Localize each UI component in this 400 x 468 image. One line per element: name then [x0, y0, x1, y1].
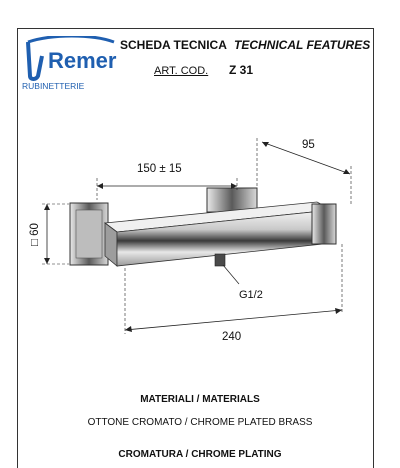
title-italian: SCHEDA TECNICA [120, 38, 227, 52]
remer-logo [22, 36, 118, 92]
art-cod-label: ART. COD. [154, 65, 209, 77]
art-cod-value: Z 31 [229, 63, 254, 77]
dim-top-spacing: 150 ± 15 [137, 163, 182, 175]
materials-title: MATERIALI / MATERIALS [140, 394, 260, 405]
g12-connection [215, 254, 225, 266]
dim-length: 240 [222, 331, 242, 343]
logo-sub: RUBINETTERIE [22, 81, 85, 91]
shower-outlet [312, 204, 336, 244]
title-english: TECHNICAL FEATURES [234, 38, 371, 52]
materials-value: OTTONE CROMATO / CHROME PLATED BRASS [87, 417, 313, 428]
dim-connection: G1/2 [239, 289, 263, 301]
dim-square: □ 60 [29, 223, 41, 246]
logo-word: Remer [48, 48, 117, 73]
dim-depth: 95 [302, 139, 315, 151]
technical-drawing [17, 120, 374, 360]
chrome-plating-title: CROMATURA / CHROME PLATING [118, 449, 282, 460]
